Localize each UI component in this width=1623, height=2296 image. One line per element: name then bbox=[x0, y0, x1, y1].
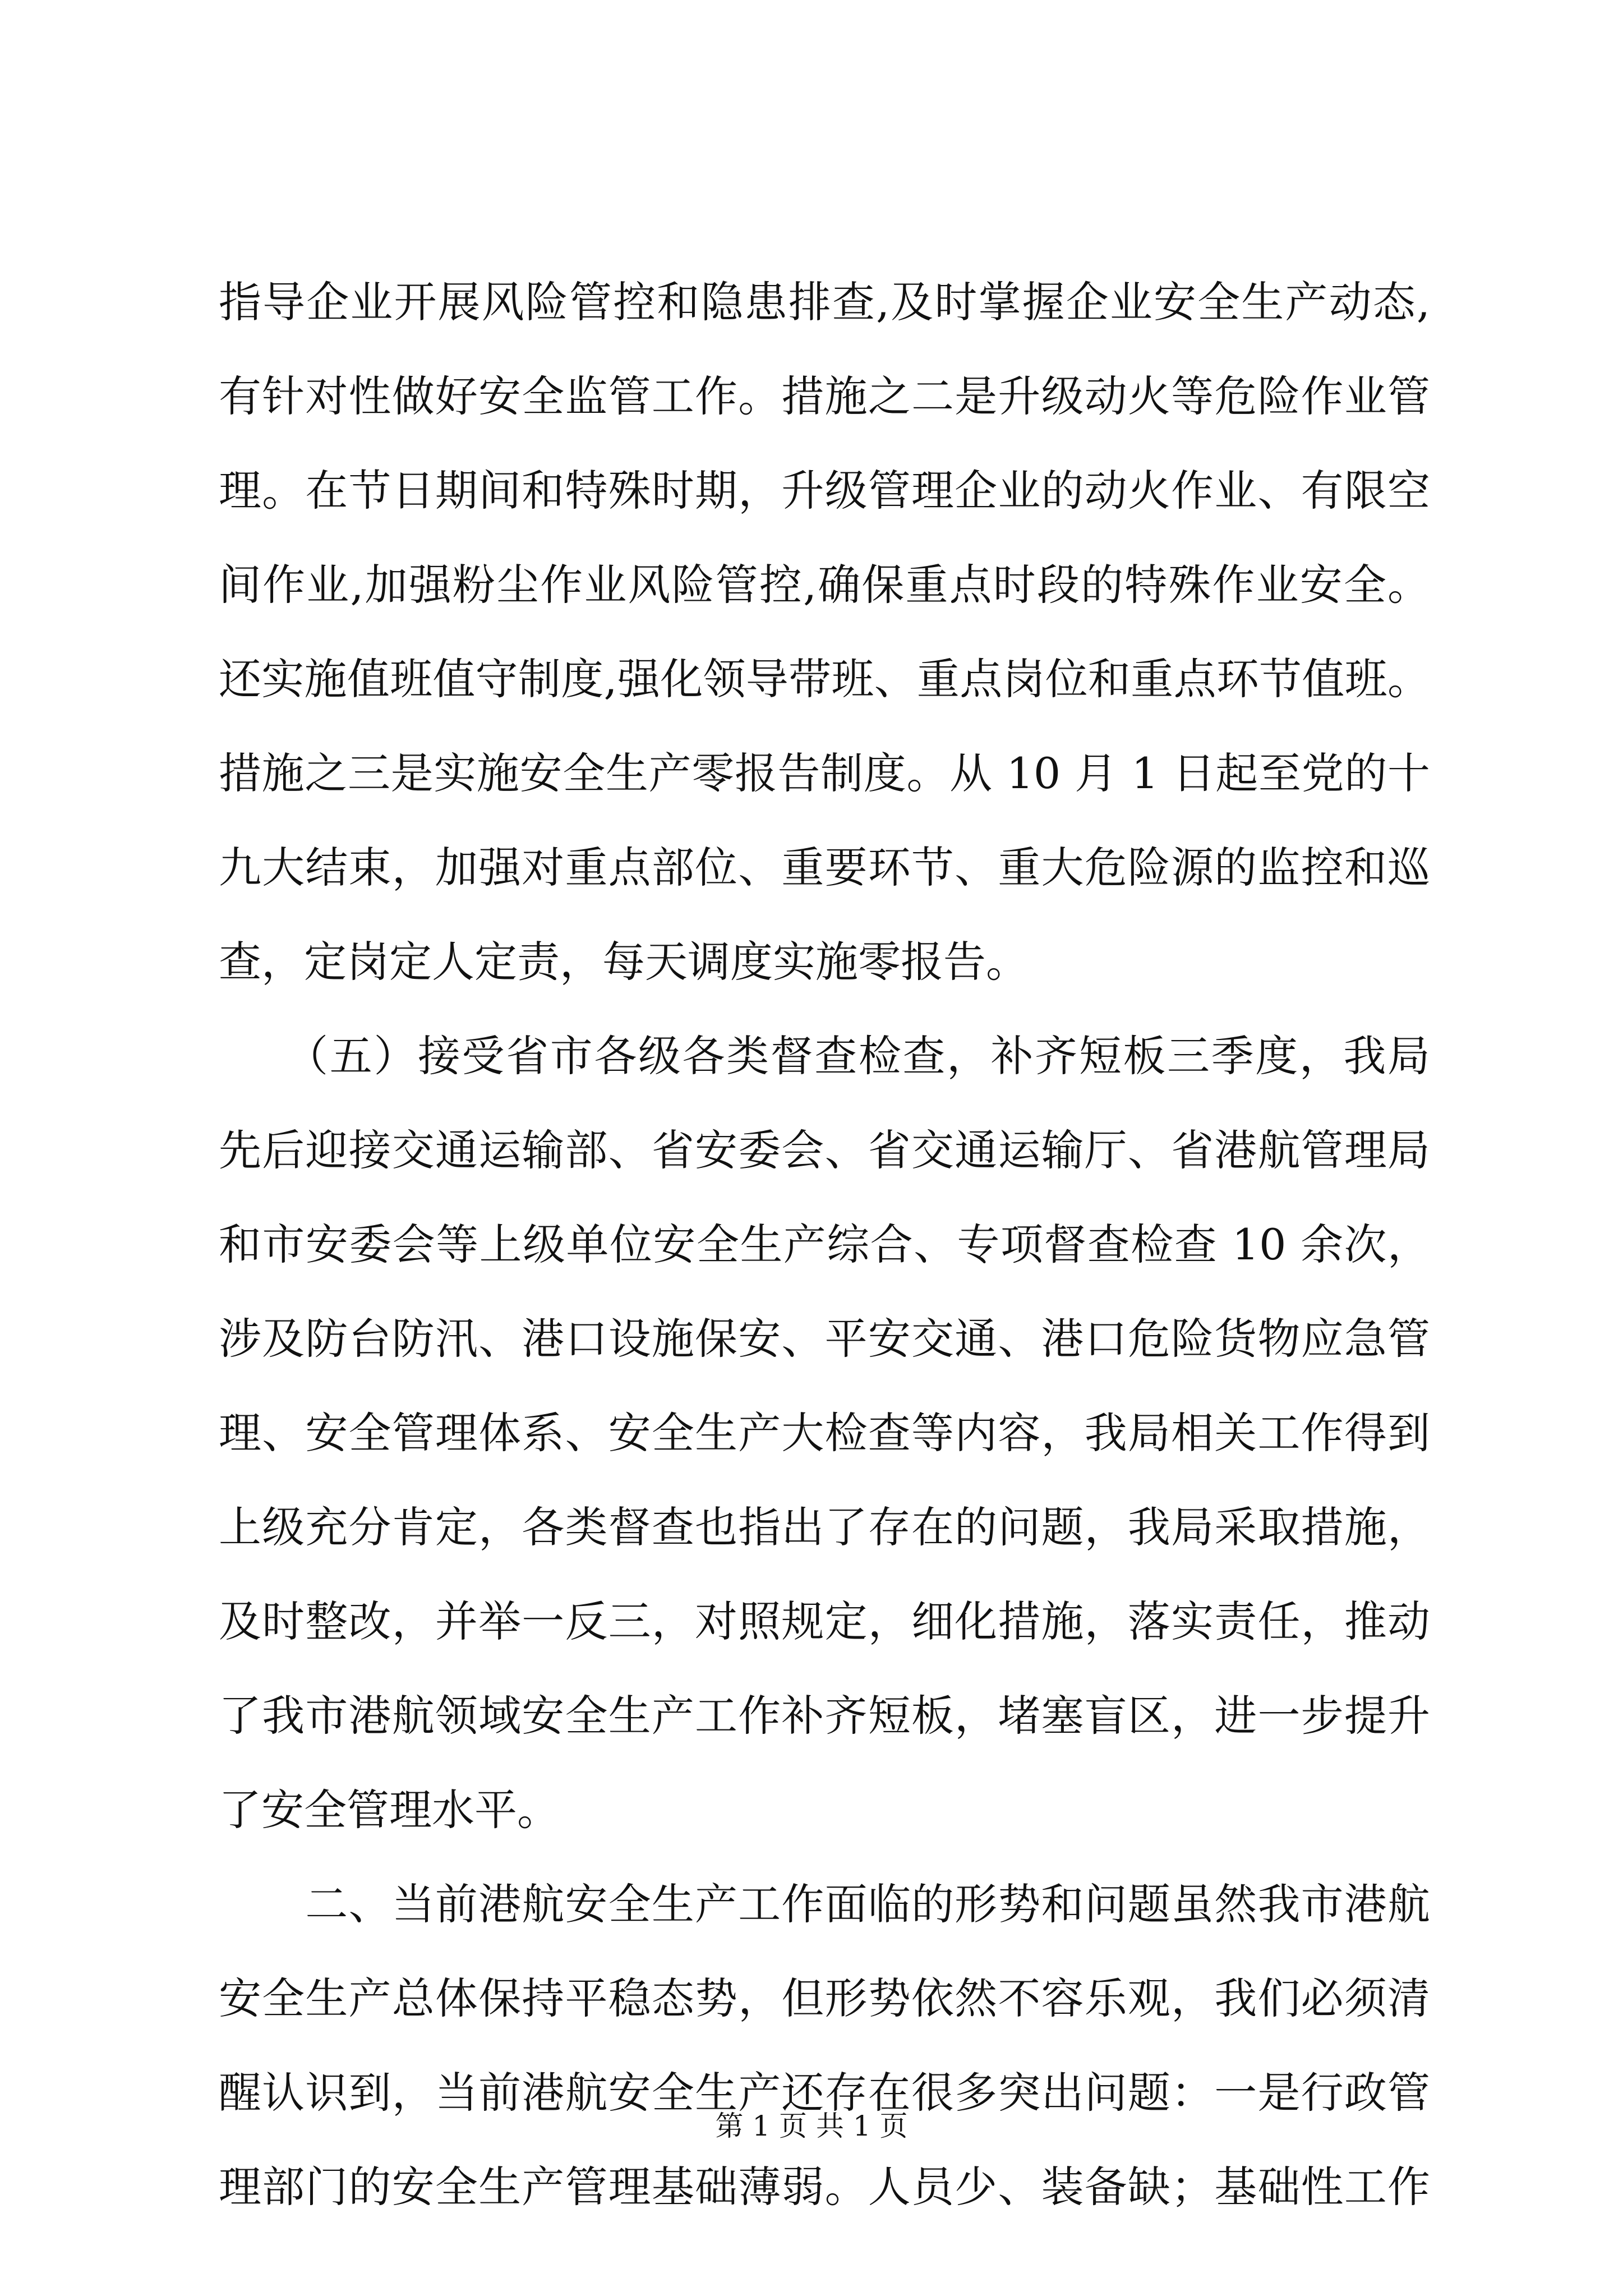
document-body bbox=[219, 255, 1430, 2234]
body-line: 和市安委会等上级单位安全生产综合、专项督查检查 10 余次， bbox=[219, 1220, 1430, 1269]
body-line: 了我市港航领域安全生产工作补齐短板，堵塞盲区，进一步提升 bbox=[219, 1691, 1430, 1741]
body-line: 九大结束，加强对重点部位、重要环节、重大危险源的监控和巡 bbox=[219, 843, 1430, 892]
body-line: 查，定岗定人定责，每天调度实施零报告。 bbox=[219, 937, 1029, 987]
body-line: 了安全管理水平。 bbox=[219, 1785, 560, 1835]
body-line: 安全生产总体保持平稳态势，但形势依然不容乐观，我们必须清 bbox=[219, 1973, 1430, 2023]
body-line: 涉及防台防汛、港口设施保安、平安交通、港口危险货物应急管 bbox=[219, 1314, 1430, 1364]
body-line: 先后迎接交通运输部、省安委会、省交通运输厅、省港航管理局 bbox=[219, 1125, 1430, 1175]
body-line: 指导企业开展风险管控和隐患排查,及时掌握企业安全生产动态, bbox=[219, 277, 1430, 327]
body-line: 还实施值班值守制度,强化领导带班、重点岗位和重点环节值班。 bbox=[219, 654, 1430, 704]
page-number-footer: 第 1 页 共 1 页 bbox=[715, 2110, 908, 2142]
body-line: 上级充分肯定，各类督查也指出了存在的问题，我局采取措施， bbox=[219, 1502, 1430, 1552]
body-line: （五）接受省市各级各类督查检查，补齐短板三季度，我局 bbox=[219, 1031, 1430, 1081]
body-line: 有针对性做好安全监管工作。措施之二是升级动火等危险作业管 bbox=[219, 371, 1430, 421]
body-line: 及时整改，并举一反三，对照规定，细化措施，落实责任，推动 bbox=[219, 1596, 1430, 1646]
body-line: 理部门的安全生产管理基础薄弱。人员少、装备缺；基础性工作 bbox=[219, 2162, 1430, 2212]
body-line: 措施之三是实施安全生产零报告制度。从 10 月 1 日起至党的十 bbox=[219, 748, 1430, 798]
body-line: 醒认识到，当前港航安全生产还存在很多突出问题：一是行政管 bbox=[219, 2068, 1430, 2118]
body-line: 理。在节日期间和特殊时期，升级管理企业的动火作业、有限空 bbox=[219, 466, 1430, 516]
body-line: 二、当前港航安全生产工作面临的形势和问题虽然我市港航 bbox=[219, 1879, 1430, 1929]
body-line: 间作业,加强粉尘作业风险管控,确保重点时段的特殊作业安全。 bbox=[219, 560, 1430, 610]
body-line: 理、安全管理体系、安全生产大检查等内容，我局相关工作得到 bbox=[219, 1408, 1430, 1458]
